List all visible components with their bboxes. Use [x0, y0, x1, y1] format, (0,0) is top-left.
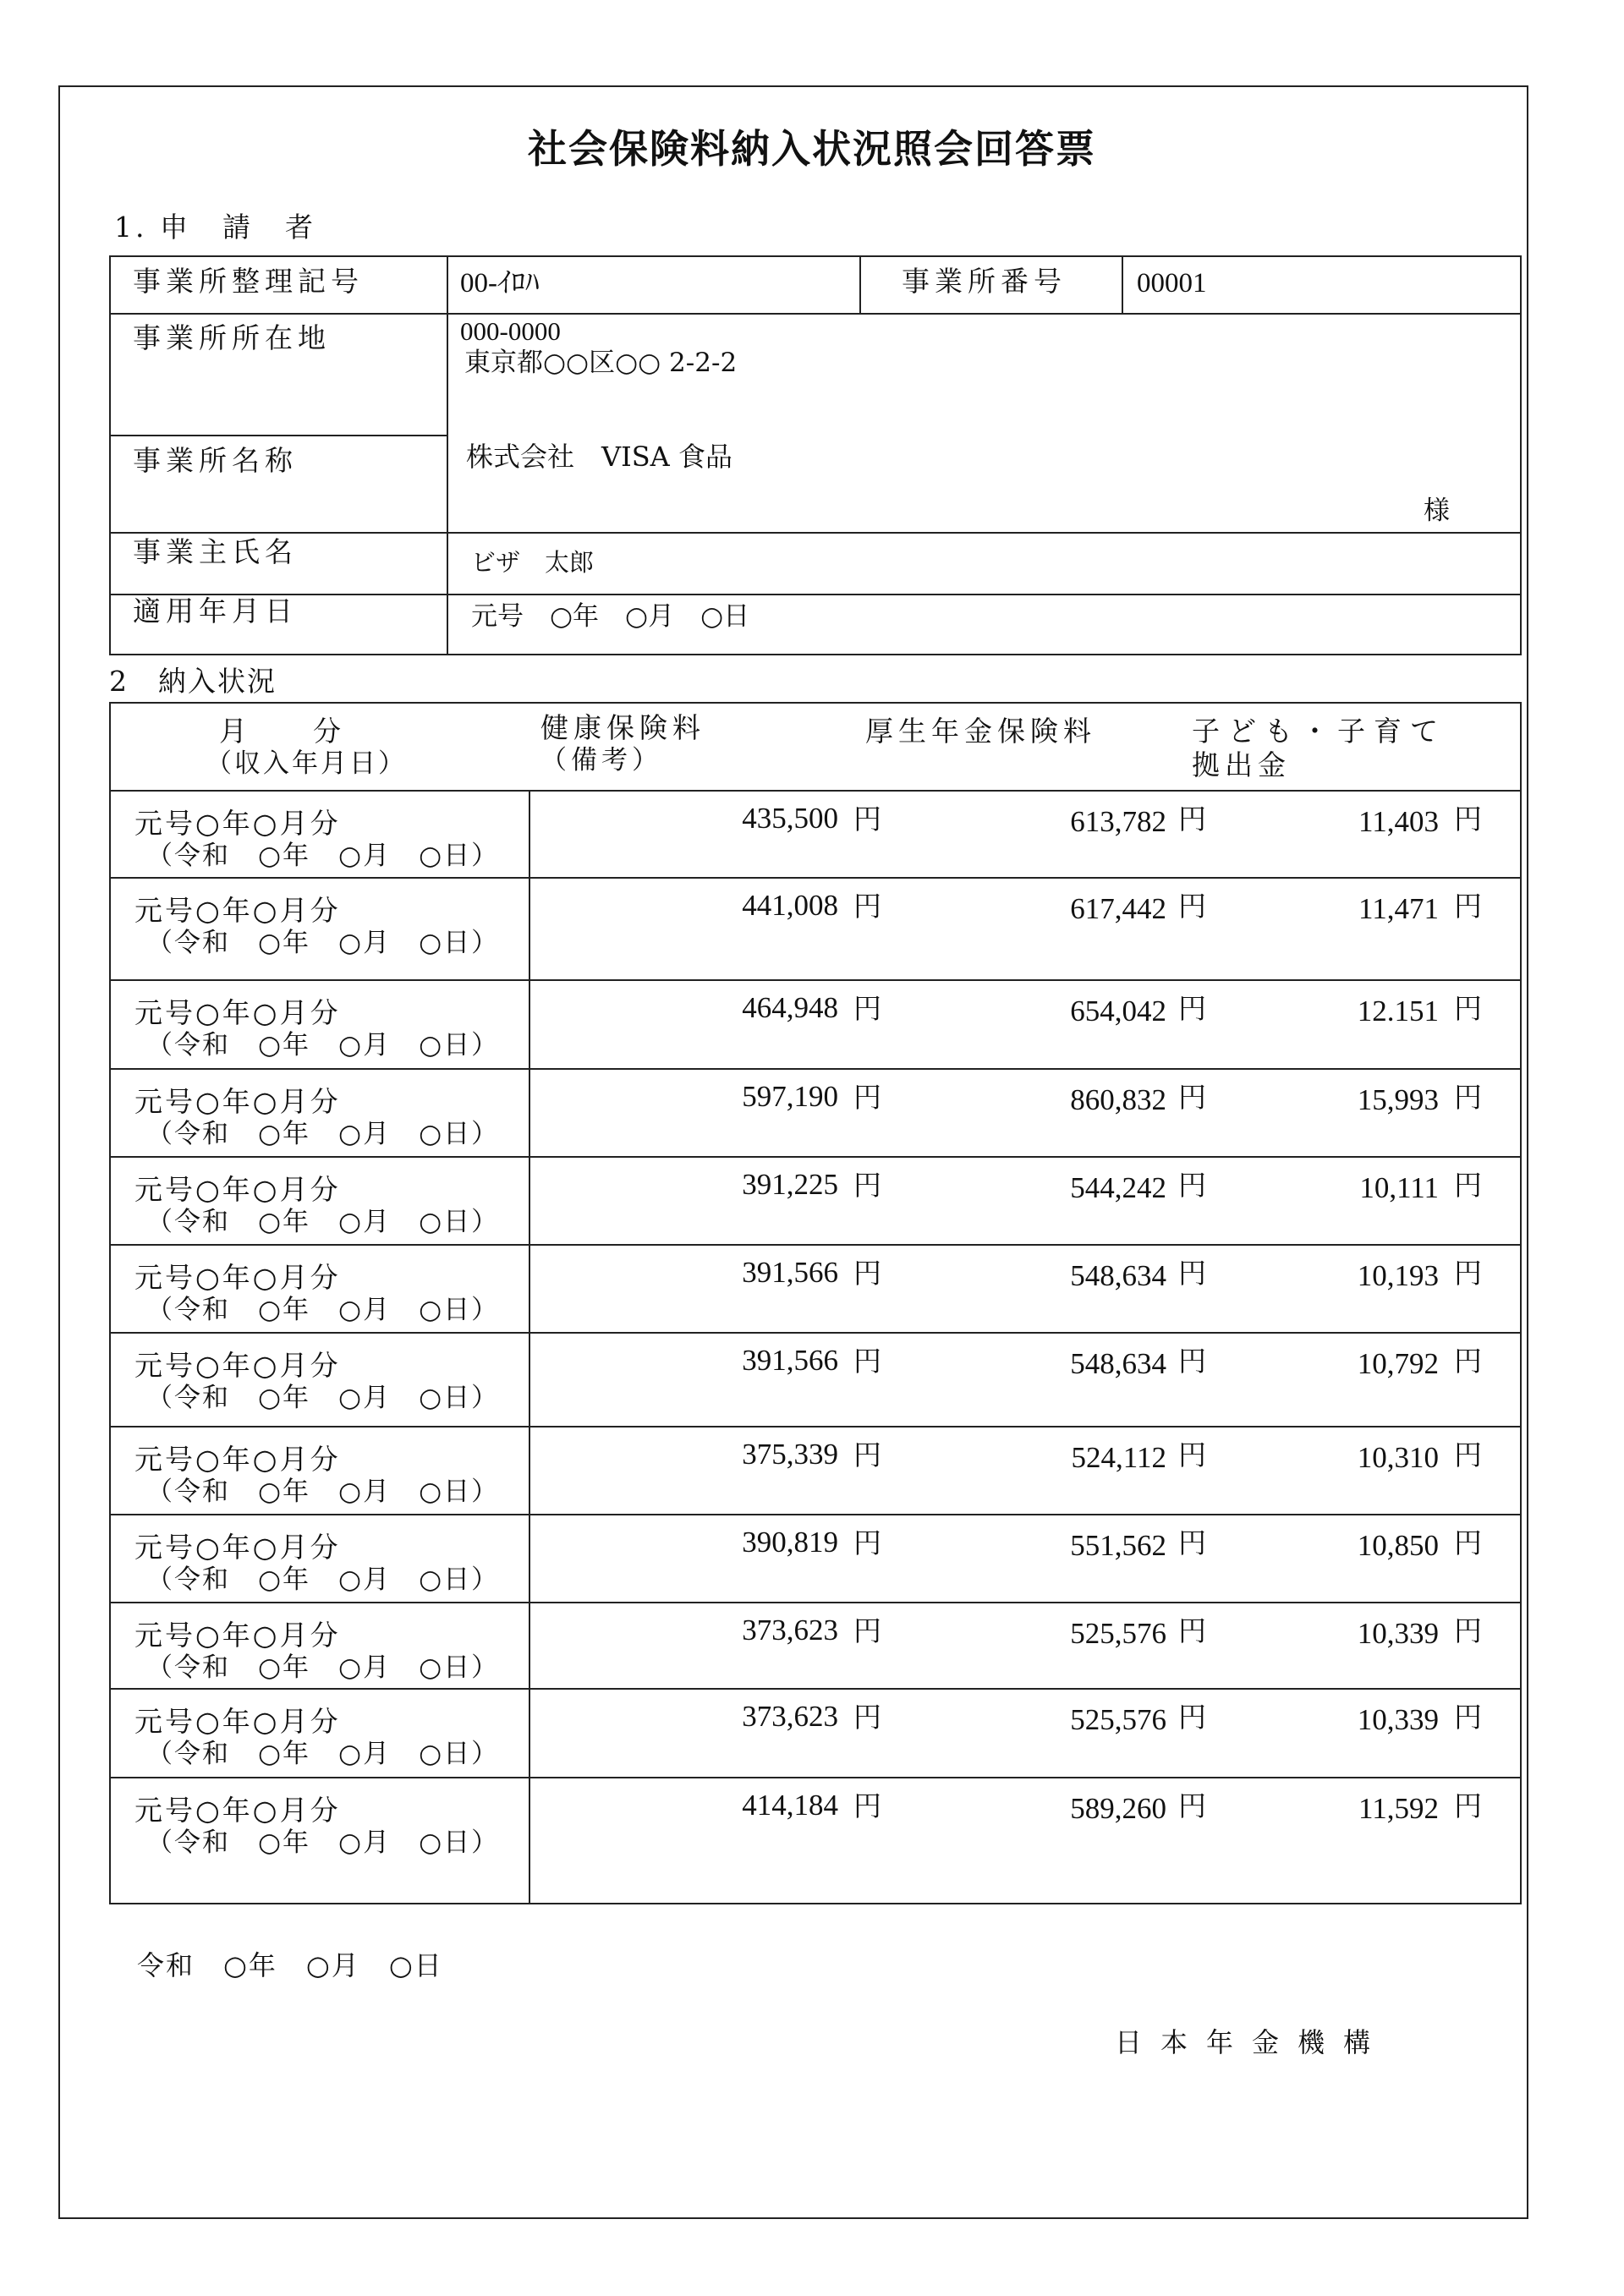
header-pension: 厚生年金保険料	[865, 715, 1096, 748]
child-yen: 円	[1454, 890, 1482, 923]
health-yen: 円	[853, 992, 881, 1025]
office-number-divider-right	[1122, 257, 1123, 313]
pension-amount: 525,576	[1070, 1617, 1166, 1650]
pension-amount: 654,042	[1070, 995, 1166, 1027]
section-payment-heading: 2 納入状況	[109, 665, 277, 698]
month-label: 元号○年○月分	[134, 807, 341, 840]
payment-status-table	[109, 702, 1522, 1904]
row-divider	[111, 435, 448, 436]
address-label: 事業所所在地	[133, 321, 331, 354]
pension-yen: 円	[1178, 1438, 1206, 1471]
office-number-value: 00001	[1137, 268, 1207, 299]
header-month: 月 分	[219, 715, 344, 748]
pension-amount: 524,112	[1071, 1441, 1166, 1474]
pension-amount: 548,634	[1070, 1259, 1166, 1292]
table-row	[111, 1690, 1520, 1778]
child-amount: 10,111	[1359, 1171, 1439, 1204]
issuer-name: 日本年金機構	[1115, 2026, 1390, 2058]
child-amount: 12.151	[1357, 995, 1439, 1027]
table-row	[111, 1158, 1520, 1246]
pension-amount: 525,576	[1070, 1703, 1166, 1736]
pension-amount: 617,442	[1070, 892, 1166, 925]
received-date: （令和 ○年 ○月 ○日）	[146, 841, 500, 871]
child-yen: 円	[1454, 1081, 1482, 1114]
child-yen: 円	[1454, 992, 1482, 1025]
section-applicant-heading: 1. 申 請 者	[114, 211, 316, 244]
health-amount: 373,623	[742, 1614, 838, 1647]
health-yen: 円	[853, 1701, 881, 1734]
pension-yen: 円	[1178, 1169, 1206, 1202]
child-amount: 10,193	[1357, 1259, 1439, 1292]
health-amount: 597,190	[742, 1080, 838, 1113]
table-row	[111, 1427, 1520, 1515]
month-label: 元号○年○月分	[134, 1261, 341, 1294]
address-value: 東京都○○区○○ 2-2-2	[464, 348, 738, 378]
child-amount: 10,310	[1357, 1441, 1439, 1474]
month-label: 元号○年○月分	[134, 1705, 341, 1738]
applicant-table	[109, 255, 1522, 655]
table-row	[111, 1070, 1520, 1158]
child-yen: 円	[1454, 1345, 1482, 1378]
date-label: 適用年月日	[133, 595, 298, 627]
health-amount: 435,500	[742, 802, 838, 835]
child-yen: 円	[1454, 1438, 1482, 1471]
pension-amount: 551,562	[1070, 1529, 1166, 1562]
child-amount: 10,339	[1357, 1617, 1439, 1650]
child-yen: 円	[1454, 1526, 1482, 1559]
month-label: 元号○年○月分	[134, 1173, 341, 1206]
received-date: （令和 ○年 ○月 ○日）	[146, 1739, 500, 1769]
health-yen: 円	[853, 1438, 881, 1471]
owner-value: ビザ 太郎	[471, 548, 595, 577]
month-label: 元号○年○月分	[134, 894, 341, 927]
child-yen: 円	[1454, 1789, 1482, 1822]
table-row	[111, 1778, 1520, 1903]
health-amount: 391,566	[742, 1344, 838, 1377]
pension-yen: 円	[1178, 890, 1206, 923]
child-yen: 円	[1454, 1701, 1482, 1734]
child-amount: 11,471	[1358, 892, 1439, 925]
row-divider	[111, 313, 1520, 315]
office-code-value: 00-ｲﾛﾊ	[460, 268, 540, 299]
table-row	[111, 981, 1520, 1070]
honorific: 様	[1424, 496, 1450, 526]
table-row	[111, 1334, 1520, 1427]
office-code-label: 事業所整理記号	[133, 265, 364, 298]
health-amount: 373,623	[742, 1700, 838, 1733]
child-yen: 円	[1454, 1257, 1482, 1290]
pension-yen: 円	[1178, 1614, 1206, 1647]
health-amount: 391,225	[742, 1168, 838, 1201]
table-row	[111, 1603, 1520, 1690]
child-amount: 10,792	[1357, 1347, 1439, 1380]
pension-yen: 円	[1178, 803, 1206, 836]
health-yen: 円	[853, 1789, 881, 1822]
received-date: （令和 ○年 ○月 ○日）	[146, 1030, 500, 1060]
pension-amount: 860,832	[1070, 1083, 1166, 1116]
month-label: 元号○年○月分	[134, 1349, 341, 1382]
pension-yen: 円	[1178, 1257, 1206, 1290]
received-date: （令和 ○年 ○月 ○日）	[146, 1207, 500, 1237]
received-date: （令和 ○年 ○月 ○日）	[146, 1295, 500, 1325]
pension-amount: 589,260	[1070, 1792, 1166, 1825]
child-amount: 11,403	[1358, 805, 1439, 838]
page-title: 社会保険料納入状況照会回答票	[528, 126, 1096, 172]
month-label: 元号○年○月分	[134, 996, 341, 1029]
health-yen: 円	[853, 1081, 881, 1114]
child-amount: 15,993	[1357, 1083, 1439, 1116]
child-amount: 10,850	[1357, 1529, 1439, 1562]
month-label: 元号○年○月分	[134, 1085, 341, 1118]
table-row	[111, 1515, 1520, 1603]
table-row	[111, 1246, 1520, 1334]
month-label: 元号○年○月分	[134, 1531, 341, 1564]
month-label: 元号○年○月分	[134, 1443, 341, 1476]
health-yen: 円	[853, 1345, 881, 1378]
table-row	[111, 879, 1520, 981]
owner-label: 事業主氏名	[133, 535, 298, 568]
postal-code: 000-0000	[460, 316, 561, 346]
received-date: （令和 ○年 ○月 ○日）	[146, 1827, 500, 1858]
pension-yen: 円	[1178, 1345, 1206, 1378]
table-row	[111, 792, 1520, 879]
header-remarks: （備考）	[540, 745, 662, 775]
issue-date: 令和 ○年 ○月 ○日	[137, 1949, 443, 1981]
health-yen: 円	[853, 1257, 881, 1290]
header-child-support: 子ども・子育て	[1192, 715, 1446, 748]
child-yen: 円	[1454, 1614, 1482, 1647]
header-received-date: （収入年月日）	[206, 748, 407, 779]
pension-yen: 円	[1178, 1789, 1206, 1822]
health-yen: 円	[853, 890, 881, 923]
received-date: （令和 ○年 ○月 ○日）	[146, 1477, 500, 1507]
child-amount: 11,592	[1358, 1792, 1439, 1825]
office-number-divider-left	[859, 257, 861, 313]
health-amount: 441,008	[742, 889, 838, 922]
office-number-label: 事業所番号	[902, 265, 1067, 298]
month-label: 元号○年○月分	[134, 1794, 341, 1827]
child-yen: 円	[1454, 803, 1482, 836]
pension-yen: 円	[1178, 992, 1206, 1025]
health-yen: 円	[853, 1169, 881, 1202]
child-amount: 10,339	[1357, 1703, 1439, 1736]
pension-yen: 円	[1178, 1701, 1206, 1734]
pension-amount: 548,634	[1070, 1347, 1166, 1380]
health-yen: 円	[853, 1526, 881, 1559]
date-value: 元号 ○年 ○月 ○日	[471, 601, 750, 632]
row-divider	[111, 532, 1520, 534]
received-date: （令和 ○年 ○月 ○日）	[146, 1564, 500, 1595]
row-divider	[111, 594, 1520, 595]
health-yen: 円	[853, 1614, 881, 1647]
received-date: （令和 ○年 ○月 ○日）	[146, 1119, 500, 1149]
header-contribution: 拠出金	[1192, 748, 1291, 781]
health-amount: 375,339	[742, 1438, 838, 1471]
month-label: 元号○年○月分	[134, 1619, 341, 1652]
pension-amount: 544,242	[1070, 1171, 1166, 1204]
received-date: （令和 ○年 ○月 ○日）	[146, 1383, 500, 1413]
pension-amount: 613,782	[1070, 805, 1166, 838]
name-value: 株式会社 VISA 食品	[466, 441, 732, 473]
name-label: 事業所名称	[133, 444, 298, 477]
pension-yen: 円	[1178, 1081, 1206, 1114]
pension-yen: 円	[1178, 1526, 1206, 1559]
health-amount: 391,566	[742, 1256, 838, 1289]
child-yen: 円	[1454, 1169, 1482, 1202]
health-amount: 464,948	[742, 991, 838, 1024]
header-health-insurance: 健康保険料	[540, 711, 705, 744]
health-amount: 414,184	[742, 1789, 838, 1822]
received-date: （令和 ○年 ○月 ○日）	[146, 1652, 500, 1683]
received-date: （令和 ○年 ○月 ○日）	[146, 928, 500, 958]
health-amount: 390,819	[742, 1526, 838, 1559]
health-yen: 円	[853, 803, 881, 836]
